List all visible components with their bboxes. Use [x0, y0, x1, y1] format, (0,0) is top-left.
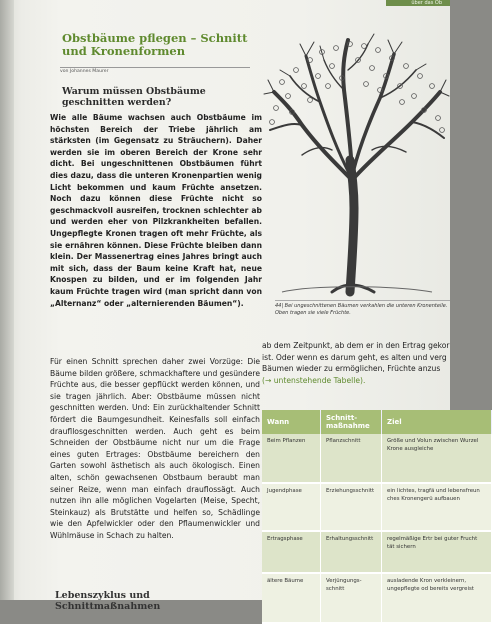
- page-gutter: [0, 0, 14, 600]
- table-cell: Erhaltungsschnitt: [321, 531, 382, 573]
- body-paragraph: Für einen Schnitt sprechen daher zwei Vorzüge: Die Bäume bilden größere, schmackhaftere und gesündere Früchte aus, die besser gepflückt werden können, und sie tragen jährlich. Aber: Obstbäume müssen nicht geschnitten werden. Und: Ein zurückhaltender Schnitt fördert die Baumgesundheit. Keinesfalls soll einfach draufllosgeschnitten werden. Auch geht es beim Schneiden der Obstbäume nicht nur um die Frage eines guten Ertrages: Obstbäume bereichern den Garten sowohl ästhetisch als auch ökologisch. Einen alten, schön gewachsenen Obstbaum beraubt man seiner Reize, wenn man einfach drauflossägt. Auch nutzen ihn alle möglichen Vogelarten (Meise, Specht, Steinkauz) als Brutstätte und helfen so, Schädlinge wie den Apfelwickler oder den Pflaumenwickler und Wühlmäuse in Schach zu halten.: [50, 357, 260, 540]
- table-row: [262, 573, 492, 623]
- pruning-table: [262, 410, 480, 600]
- table-header-cell: Wann: [262, 410, 321, 434]
- table-cell: Jugendphase: [262, 483, 321, 531]
- article-title: Obstbäume pflegen – Schnitt und Kronenformen: [62, 31, 248, 58]
- right-text-line: ab dem Zeitpunkt, ab dem er in den Ertrag gekor: [262, 341, 450, 350]
- article-author: von Johannes Maurer: [60, 67, 250, 74]
- article-subheading: Warum müssen Obstbäume geschnitten werden?: [62, 86, 206, 108]
- table-cell: Ertragsphase: [262, 531, 321, 573]
- table-cell: ein lichtes, tragfä und lebensfreun ches Kronengerü aufbauen: [382, 483, 492, 531]
- pruning-table-grid: [262, 410, 492, 624]
- chapter-tab: über das Ob: [386, 0, 450, 6]
- section-heading: Lebenszyklus und Schnittmaßnahmen: [55, 590, 161, 612]
- table-cell: Verjüngungs-schnitt: [321, 573, 382, 623]
- table-row: [262, 531, 492, 573]
- table-cell: Beim Pflanzen: [262, 434, 321, 483]
- table-cell: Erziehungsschnitt: [321, 483, 382, 531]
- intro-paragraph: Wie alle Bäume wachsen auch Obstbäume im höchsten Bereich der Triebe jährlich am stärksten (im Gegensatz zu Sträuchern). Daher werden sie im oberen Bereich der Krone sehr dicht. Bei ungeschnittenen Obstbäumen führt dies dazu, dass die unteren Kronenpartien wenig Licht bekommen und kaum Früchte ansetzen. Noch dazu können diese Früchte nicht so geschmackvoll ausreifen, trocknen schlechter ab und werden eher von Pilzkrankheiten befallen. Ungepflegte Kronen tragen oft mehr Früchte, als sie ernähren können. Diese Früchte bleiben dann klein. Der Massenertrag eines Jahres bringt auch mit sich, dass der Baum keine Kraft hat, neue Knospen zu bilden, und er im folgenden Jahr kaum Früchte tragen wird (man spricht dann von „Alternanz“ oder „alternierenden Bäumen“).: [50, 113, 262, 308]
- table-row: [262, 434, 492, 483]
- table-cell: ältere Bäume: [262, 573, 321, 623]
- tree-illustration: [262, 30, 450, 292]
- right-text-line: ist. Oder wenn es darum geht, es alten und verg: [262, 352, 447, 362]
- figure-caption: 44| Bei ungeschnittenen Bäumen verkahlen die unteren Kronenteile. Oben tragen sie viele Früchte.: [275, 300, 450, 317]
- table-header-cell: Ziel: [382, 410, 492, 434]
- table-cell: Pflanzschnitt: [321, 434, 382, 483]
- right-column-text: [262, 340, 462, 386]
- table-header-row: [262, 410, 492, 434]
- table-row: [262, 483, 492, 531]
- table-reference-link[interactable]: (→ untenstehende Tabelle).: [262, 375, 366, 385]
- table-header-cell: Schnitt-maßnahme: [321, 410, 382, 434]
- right-text-line: Bäumen wieder zu ermöglichen, Früchte anzus: [262, 364, 441, 374]
- table-cell: ausladende Kron verkleinern, ungepflegte od bereits vergreist: [382, 573, 492, 623]
- table-cell: regelmäßige Ertr bei guter Frucht tät sichern: [382, 531, 492, 573]
- table-cell: Größe und Volun zwischen Wurzel Krone ausgleiche: [382, 434, 492, 483]
